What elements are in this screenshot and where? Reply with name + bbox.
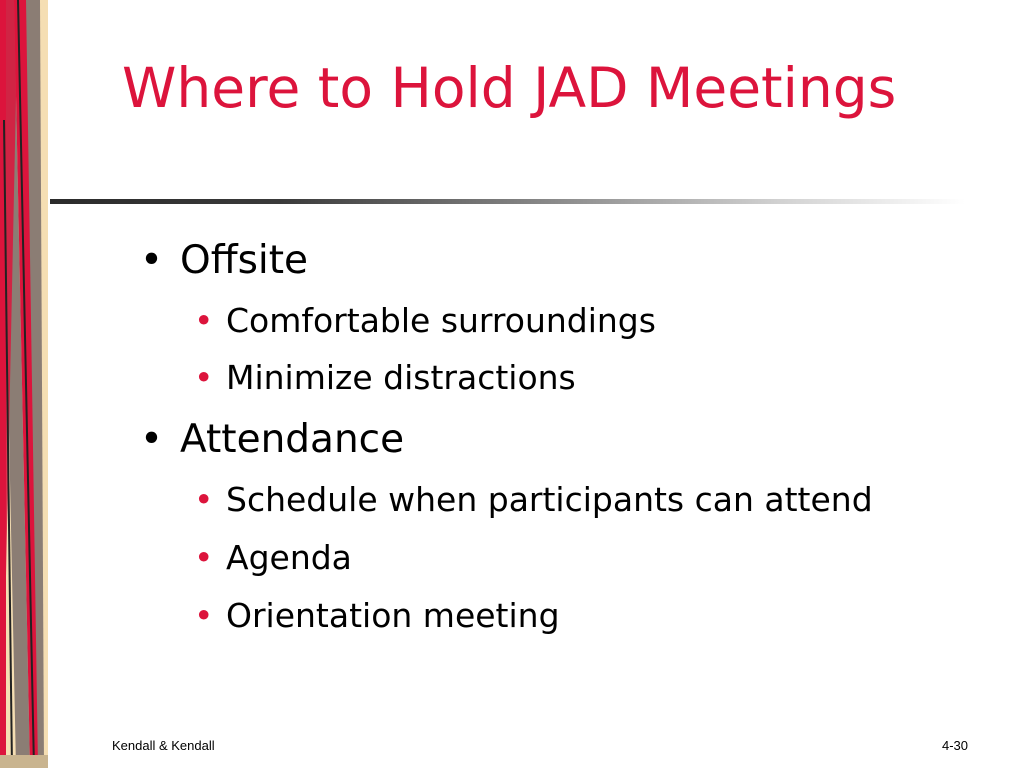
sub-bullet-text: Schedule when participants can attend (226, 480, 873, 519)
sub-bullet-text: Comfortable surroundings (226, 301, 656, 340)
sub-bullet-item (194, 596, 560, 636)
sub-bullet-marker: • (194, 480, 214, 519)
sub-bullet-item (194, 538, 352, 578)
bullet-text: Attendance (180, 417, 405, 462)
sub-bullet-item (194, 301, 656, 341)
footer-page-number: 4-30 (941, 738, 968, 753)
bullet-item (140, 417, 404, 463)
bullet-item (140, 238, 308, 284)
sub-bullet-marker: • (194, 358, 214, 397)
slide-title: Where to Hold JAD Meetings (122, 56, 897, 120)
sub-bullet-marker: • (194, 538, 214, 577)
bullet-marker: • (140, 238, 164, 283)
sub-bullet-marker: • (194, 301, 214, 340)
bullet-marker: • (140, 417, 164, 462)
sub-bullet-text: Agenda (226, 538, 352, 577)
sub-bullet-item (194, 480, 873, 520)
sub-bullet-text: Minimize distractions (226, 358, 576, 397)
sub-bullet-item (194, 358, 576, 398)
sub-bullet-text: Orientation meeting (226, 596, 560, 635)
bullet-text: Offsite (180, 238, 309, 283)
sub-bullet-marker: • (194, 596, 214, 635)
footer-author: Kendall & Kendall (112, 738, 215, 753)
